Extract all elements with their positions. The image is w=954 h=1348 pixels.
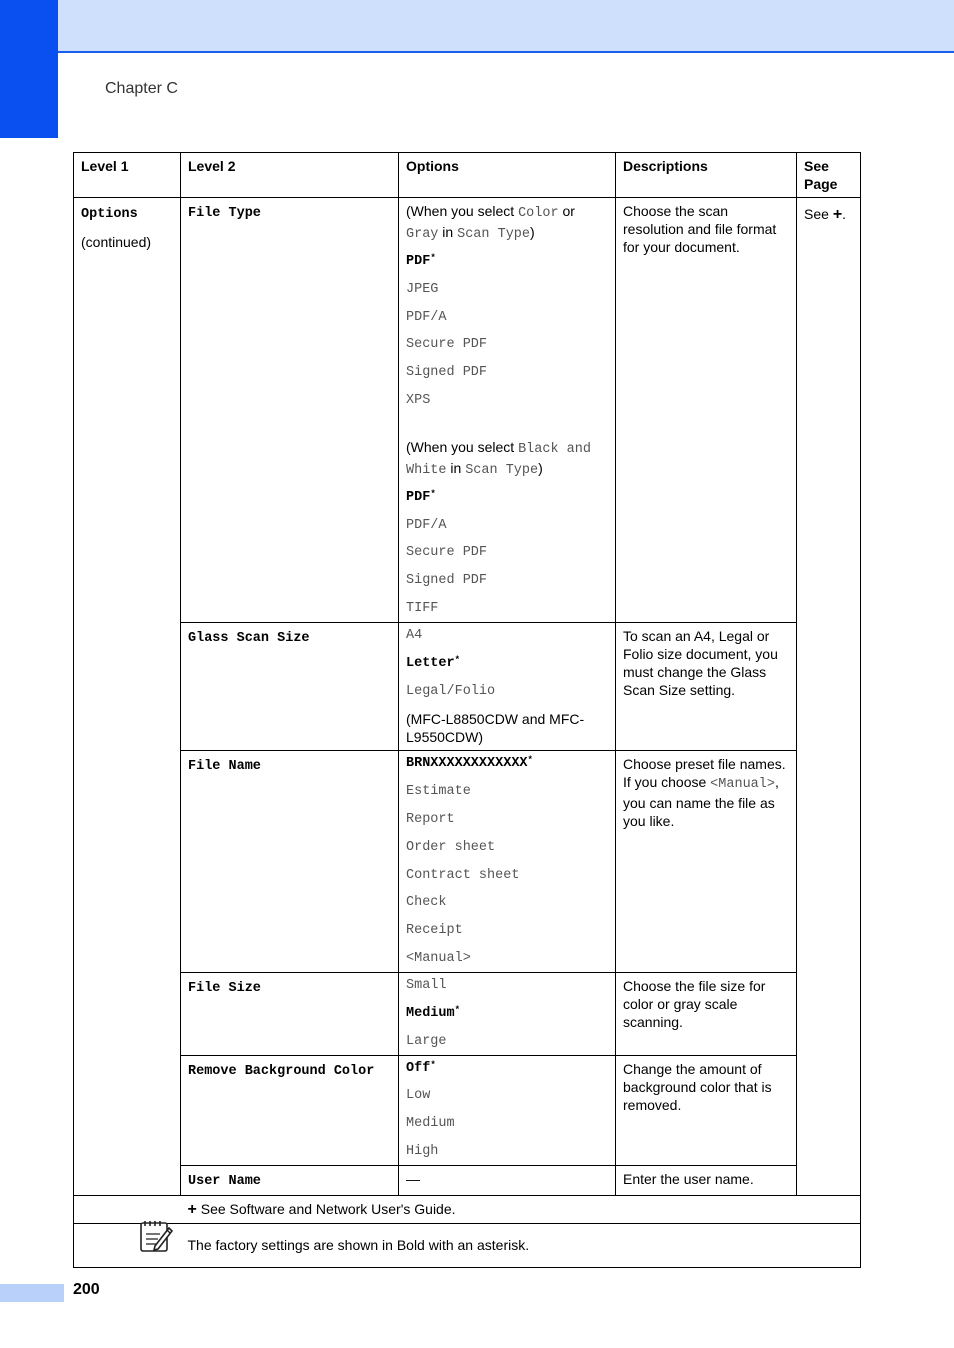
page-number-band xyxy=(0,1284,64,1302)
option-item: Signed PDF xyxy=(406,365,488,381)
plus-icon: + xyxy=(832,206,843,223)
level2-user-name: User Name xyxy=(188,1173,261,1189)
header-descriptions: Descriptions xyxy=(616,153,797,198)
model-note: (MFC-L8850CDW and MFC-L9550CDW) xyxy=(406,711,585,746)
description-cell: Choose the scan resolution and file format for your document. xyxy=(616,198,797,623)
option-item: Receipt xyxy=(406,923,463,939)
settings-table xyxy=(73,152,861,1268)
color-intro: (When you select Color or Gray in Scan Type) xyxy=(406,203,575,242)
option-item: Low xyxy=(406,1088,431,1104)
header-level1: Level 1 xyxy=(74,153,181,198)
level1-label: Options xyxy=(81,207,138,222)
option-item: Medium* xyxy=(406,1004,461,1021)
level2-cell xyxy=(181,198,399,623)
option-item: A4 xyxy=(406,627,423,643)
note-row xyxy=(74,1223,861,1267)
option-item: Report xyxy=(406,811,455,827)
level2-cell xyxy=(181,622,399,750)
option-item: Signed PDF xyxy=(406,573,488,589)
level2-cell xyxy=(181,1055,399,1165)
options-cell xyxy=(399,1055,616,1165)
option-item: Large xyxy=(406,1033,447,1049)
header-level2: Level 2 xyxy=(181,153,399,198)
option-item: Secure PDF xyxy=(406,545,488,561)
level1-cell xyxy=(74,198,181,1196)
level1-continued: (continued) xyxy=(81,234,152,250)
option-item: <Manual> xyxy=(406,950,471,966)
option-item: PDF/A xyxy=(406,517,447,533)
header-options: Options xyxy=(399,153,616,198)
table-header-row xyxy=(74,153,861,198)
table-row xyxy=(74,1055,861,1165)
note-pencil-icon xyxy=(138,1218,174,1254)
option-item: PDF/A xyxy=(406,309,447,325)
note-cell xyxy=(181,1223,861,1267)
table-row xyxy=(74,1165,861,1195)
header-see-page: See Page xyxy=(797,153,861,198)
option-item: PDF* xyxy=(406,488,436,505)
level2-cell xyxy=(181,1165,399,1195)
footnote-text: See Software and Network User's Guide. xyxy=(200,1200,456,1217)
option-item: Secure PDF xyxy=(406,337,488,353)
level2-remove-background-color: Remove Background Color xyxy=(188,1063,375,1079)
options-cell: — xyxy=(399,1165,616,1195)
option-item: High xyxy=(406,1143,439,1159)
description-cell: Enter the user name. xyxy=(616,1165,797,1195)
options-cell xyxy=(399,972,616,1055)
table-row xyxy=(74,198,861,623)
option-item: XPS xyxy=(406,392,431,408)
page-number: 200 xyxy=(73,1281,100,1298)
option-item: PDF* xyxy=(406,253,436,269)
option-item: Legal/Folio xyxy=(406,683,496,699)
table-row xyxy=(74,972,861,1055)
chapter-title: Chapter C xyxy=(105,80,178,97)
option-item: Medium xyxy=(406,1116,455,1132)
chapter-side-tab xyxy=(0,0,58,138)
description-cell: Change the amount of background color that is removed. xyxy=(616,1055,797,1165)
option-item: Small xyxy=(406,977,447,993)
plus-icon: + xyxy=(187,1200,197,1218)
note-text: The factory settings are shown in Bold with an asterisk. xyxy=(187,1237,530,1254)
option-item: Estimate xyxy=(406,784,471,800)
option-item: JPEG xyxy=(406,281,439,297)
top-header-band xyxy=(58,0,954,53)
options-cell xyxy=(399,198,616,623)
description-cell: Choose the file size for color or gray scale scanning. xyxy=(616,972,797,1055)
see-page-cell: See +. xyxy=(797,198,861,1196)
table-row xyxy=(74,751,861,973)
description-cell: To scan an A4, Legal or Folio size document, you must change the Glass Scan Size setting. xyxy=(616,622,797,750)
bw-intro: (When you select Black and White in Scan Type) xyxy=(406,438,591,478)
level2-file-name: File Name xyxy=(188,759,261,775)
option-item: BRNXXXXXXXXXXXX* xyxy=(406,755,533,772)
options-cell xyxy=(399,622,616,750)
options-cell xyxy=(399,751,616,973)
option-item: Letter* xyxy=(406,654,461,671)
option-item: Off* xyxy=(406,1059,436,1076)
option-item: Check xyxy=(406,895,447,911)
table-row xyxy=(74,622,861,750)
option-item: TIFF xyxy=(406,600,439,616)
level2-cell xyxy=(181,751,399,973)
level2-file-type: File Type xyxy=(188,206,261,221)
footnote-cell xyxy=(181,1195,861,1223)
description-cell: Choose preset file names. If you choose <Manual>, you can name the file as you like. xyxy=(616,751,797,973)
option-item: Contract sheet xyxy=(406,867,520,883)
level2-cell xyxy=(181,972,399,1055)
level2-file-size: File Size xyxy=(188,980,261,996)
level2-glass-scan-size: Glass Scan Size xyxy=(188,630,310,646)
footnote-row xyxy=(74,1195,861,1223)
option-item: Order sheet xyxy=(406,839,496,855)
